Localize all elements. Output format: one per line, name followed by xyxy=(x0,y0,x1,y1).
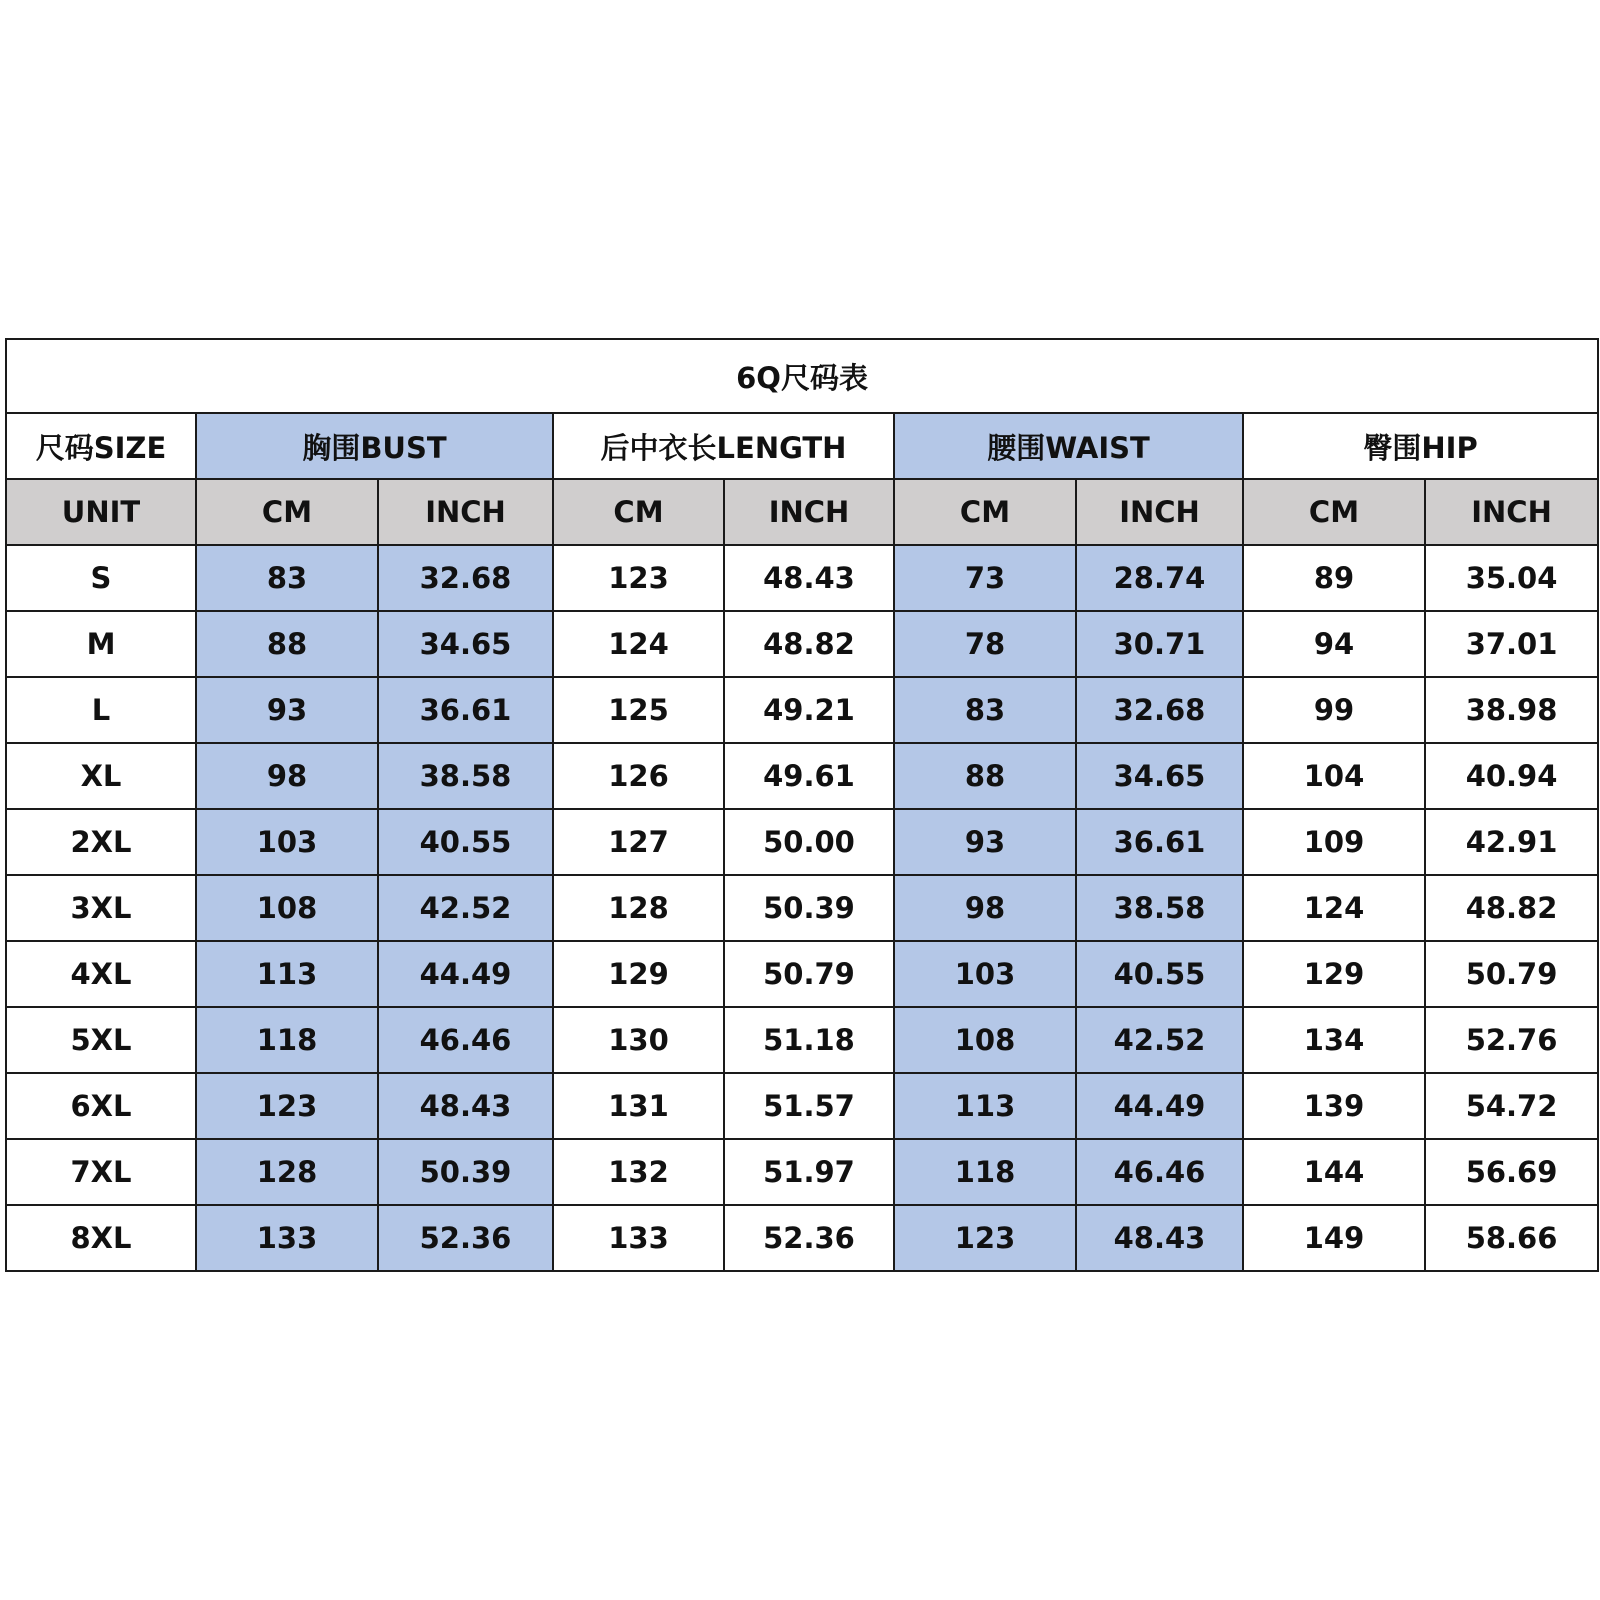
length-inch-cell: 48.43 xyxy=(724,545,894,611)
title-row xyxy=(6,339,1598,413)
hip-cm-cell: 94 xyxy=(1243,611,1425,677)
length-inch-header: INCH xyxy=(724,479,894,545)
table-row xyxy=(6,611,1598,677)
table-row xyxy=(6,1139,1598,1205)
length-cm-cell: 127 xyxy=(553,809,724,875)
size-header: 尺码SIZE xyxy=(6,413,196,479)
bust-cm-cell: 88 xyxy=(196,611,378,677)
table-row xyxy=(6,1073,1598,1139)
waist-cm-header: CM xyxy=(894,479,1076,545)
length-cm-cell: 126 xyxy=(553,743,724,809)
waist-inch-cell: 34.65 xyxy=(1076,743,1243,809)
waist-inch-header: INCH xyxy=(1076,479,1243,545)
size-cell: M xyxy=(6,611,196,677)
measurement-group-row xyxy=(6,413,1598,479)
size-chart-table xyxy=(5,338,1599,1272)
bust-inch-cell: 50.39 xyxy=(378,1139,553,1205)
chart-title: 6Q尺码表 xyxy=(6,339,1598,413)
bust-inch-cell: 34.65 xyxy=(378,611,553,677)
bust-header: 胸围BUST xyxy=(196,413,553,479)
waist-cm-cell: 73 xyxy=(894,545,1076,611)
bust-inch-cell: 36.61 xyxy=(378,677,553,743)
length-inch-cell: 50.79 xyxy=(724,941,894,1007)
table-row xyxy=(6,677,1598,743)
table-row xyxy=(6,875,1598,941)
table-row xyxy=(6,545,1598,611)
hip-header: 臀围HIP xyxy=(1243,413,1598,479)
waist-cm-cell: 108 xyxy=(894,1007,1076,1073)
length-inch-cell: 49.61 xyxy=(724,743,894,809)
bust-cm-cell: 128 xyxy=(196,1139,378,1205)
waist-inch-cell: 32.68 xyxy=(1076,677,1243,743)
unit-header: UNIT xyxy=(6,479,196,545)
size-cell: 7XL xyxy=(6,1139,196,1205)
bust-inch-cell: 32.68 xyxy=(378,545,553,611)
hip-inch-cell: 35.04 xyxy=(1425,545,1598,611)
bust-cm-cell: 133 xyxy=(196,1205,378,1271)
length-inch-cell: 51.57 xyxy=(724,1073,894,1139)
waist-header: 腰围WAIST xyxy=(894,413,1243,479)
hip-inch-cell: 56.69 xyxy=(1425,1139,1598,1205)
waist-inch-cell: 28.74 xyxy=(1076,545,1243,611)
length-inch-cell: 50.39 xyxy=(724,875,894,941)
bust-cm-cell: 103 xyxy=(196,809,378,875)
bust-inch-cell: 38.58 xyxy=(378,743,553,809)
length-cm-cell: 130 xyxy=(553,1007,724,1073)
hip-cm-cell: 139 xyxy=(1243,1073,1425,1139)
size-cell: 5XL xyxy=(6,1007,196,1073)
hip-cm-cell: 109 xyxy=(1243,809,1425,875)
hip-inch-cell: 58.66 xyxy=(1425,1205,1598,1271)
table-row xyxy=(6,1007,1598,1073)
table-row xyxy=(6,941,1598,1007)
bust-inch-cell: 42.52 xyxy=(378,875,553,941)
size-cell: XL xyxy=(6,743,196,809)
waist-inch-cell: 30.71 xyxy=(1076,611,1243,677)
length-cm-header: CM xyxy=(553,479,724,545)
waist-cm-cell: 83 xyxy=(894,677,1076,743)
hip-inch-header: INCH xyxy=(1425,479,1598,545)
length-inch-cell: 48.82 xyxy=(724,611,894,677)
table-row xyxy=(6,809,1598,875)
hip-cm-cell: 144 xyxy=(1243,1139,1425,1205)
size-cell: 3XL xyxy=(6,875,196,941)
bust-cm-cell: 108 xyxy=(196,875,378,941)
waist-cm-cell: 123 xyxy=(894,1205,1076,1271)
size-cell: S xyxy=(6,545,196,611)
hip-inch-cell: 38.98 xyxy=(1425,677,1598,743)
size-cell: 6XL xyxy=(6,1073,196,1139)
length-header: 后中衣长LENGTH xyxy=(553,413,894,479)
hip-inch-cell: 42.91 xyxy=(1425,809,1598,875)
size-cell: 4XL xyxy=(6,941,196,1007)
bust-cm-header: CM xyxy=(196,479,378,545)
length-cm-cell: 124 xyxy=(553,611,724,677)
length-inch-cell: 51.97 xyxy=(724,1139,894,1205)
waist-cm-cell: 78 xyxy=(894,611,1076,677)
hip-inch-cell: 48.82 xyxy=(1425,875,1598,941)
waist-cm-cell: 103 xyxy=(894,941,1076,1007)
waist-cm-cell: 98 xyxy=(894,875,1076,941)
length-cm-cell: 132 xyxy=(553,1139,724,1205)
length-inch-cell: 52.36 xyxy=(724,1205,894,1271)
waist-inch-cell: 36.61 xyxy=(1076,809,1243,875)
hip-cm-cell: 149 xyxy=(1243,1205,1425,1271)
bust-cm-cell: 93 xyxy=(196,677,378,743)
bust-inch-cell: 40.55 xyxy=(378,809,553,875)
waist-inch-cell: 48.43 xyxy=(1076,1205,1243,1271)
length-inch-cell: 51.18 xyxy=(724,1007,894,1073)
length-inch-cell: 50.00 xyxy=(724,809,894,875)
length-cm-cell: 131 xyxy=(553,1073,724,1139)
hip-cm-header: CM xyxy=(1243,479,1425,545)
hip-cm-cell: 89 xyxy=(1243,545,1425,611)
waist-cm-cell: 118 xyxy=(894,1139,1076,1205)
table-row xyxy=(6,743,1598,809)
length-cm-cell: 123 xyxy=(553,545,724,611)
length-inch-cell: 49.21 xyxy=(724,677,894,743)
bust-cm-cell: 123 xyxy=(196,1073,378,1139)
waist-cm-cell: 113 xyxy=(894,1073,1076,1139)
hip-cm-cell: 129 xyxy=(1243,941,1425,1007)
bust-inch-header: INCH xyxy=(378,479,553,545)
bust-inch-cell: 48.43 xyxy=(378,1073,553,1139)
bust-cm-cell: 98 xyxy=(196,743,378,809)
waist-cm-cell: 88 xyxy=(894,743,1076,809)
length-cm-cell: 133 xyxy=(553,1205,724,1271)
bust-inch-cell: 44.49 xyxy=(378,941,553,1007)
bust-cm-cell: 118 xyxy=(196,1007,378,1073)
hip-cm-cell: 104 xyxy=(1243,743,1425,809)
hip-cm-cell: 99 xyxy=(1243,677,1425,743)
hip-inch-cell: 54.72 xyxy=(1425,1073,1598,1139)
waist-inch-cell: 46.46 xyxy=(1076,1139,1243,1205)
hip-inch-cell: 40.94 xyxy=(1425,743,1598,809)
length-cm-cell: 125 xyxy=(553,677,724,743)
unit-row xyxy=(6,479,1598,545)
bust-inch-cell: 52.36 xyxy=(378,1205,553,1271)
size-cell: L xyxy=(6,677,196,743)
hip-inch-cell: 37.01 xyxy=(1425,611,1598,677)
length-cm-cell: 128 xyxy=(553,875,724,941)
hip-inch-cell: 52.76 xyxy=(1425,1007,1598,1073)
bust-cm-cell: 113 xyxy=(196,941,378,1007)
length-cm-cell: 129 xyxy=(553,941,724,1007)
hip-cm-cell: 134 xyxy=(1243,1007,1425,1073)
waist-inch-cell: 44.49 xyxy=(1076,1073,1243,1139)
waist-cm-cell: 93 xyxy=(894,809,1076,875)
hip-cm-cell: 124 xyxy=(1243,875,1425,941)
table-row xyxy=(6,1205,1598,1271)
hip-inch-cell: 50.79 xyxy=(1425,941,1598,1007)
bust-inch-cell: 46.46 xyxy=(378,1007,553,1073)
waist-inch-cell: 40.55 xyxy=(1076,941,1243,1007)
size-cell: 8XL xyxy=(6,1205,196,1271)
size-cell: 2XL xyxy=(6,809,196,875)
waist-inch-cell: 38.58 xyxy=(1076,875,1243,941)
waist-inch-cell: 42.52 xyxy=(1076,1007,1243,1073)
bust-cm-cell: 83 xyxy=(196,545,378,611)
